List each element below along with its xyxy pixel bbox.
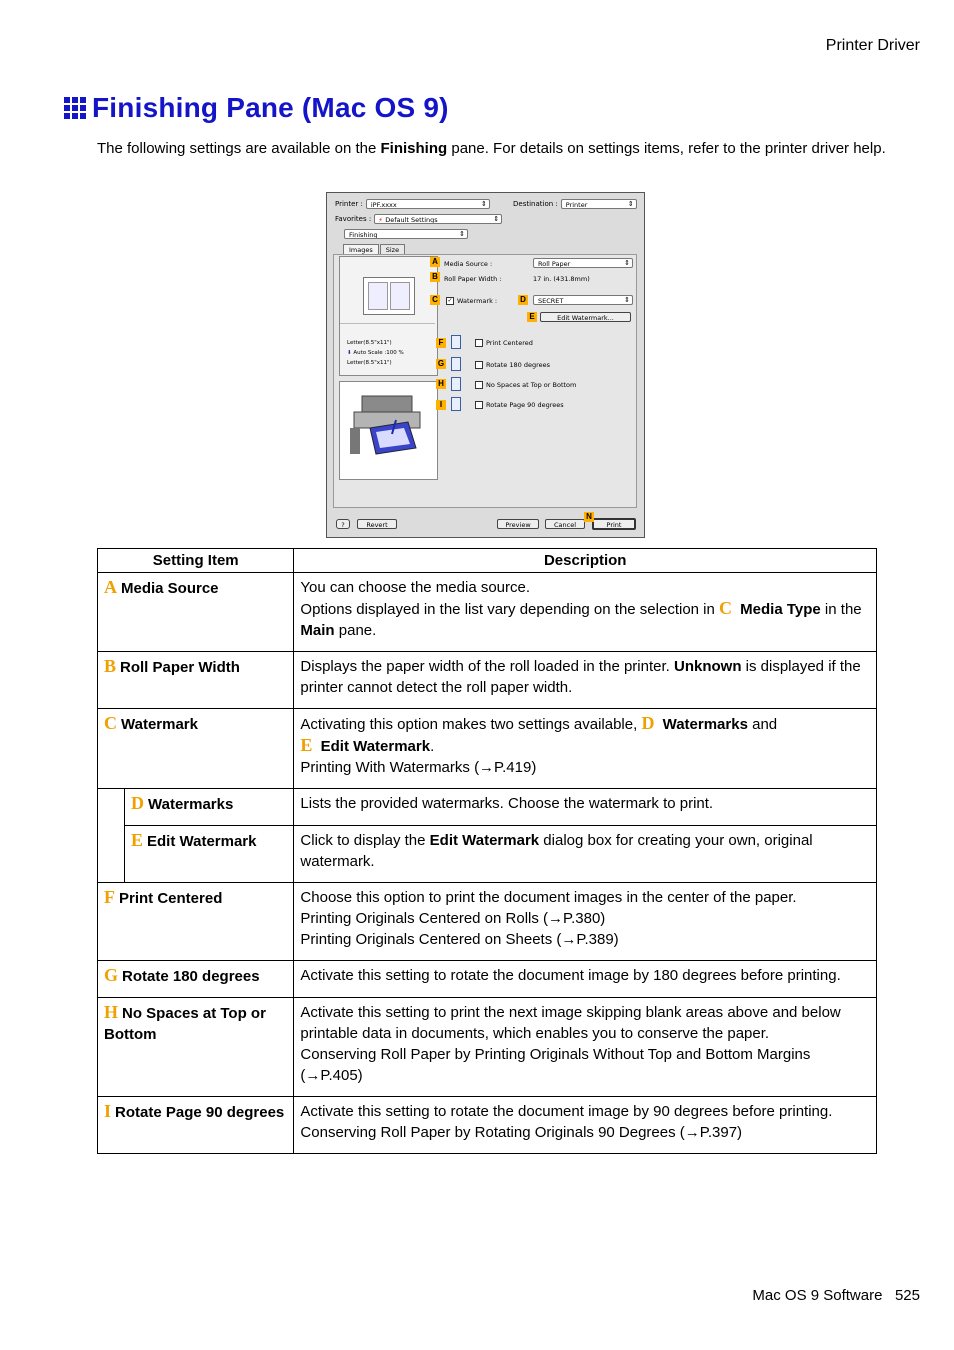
print-centered-label: Print Centered: [486, 339, 533, 347]
grid-icon: [64, 97, 86, 119]
indent-cell: [98, 789, 125, 883]
desc-text: Options displayed in the list vary depending on the selection in: [300, 601, 720, 618]
marker-i: I: [436, 400, 446, 410]
desc-text: dialog box for creating your own, original watermark.: [300, 832, 813, 870]
letter-marker: G: [104, 965, 119, 985]
printer-icon: [340, 382, 437, 479]
marker-g: G: [437, 359, 445, 368]
desc-text: Click to display the: [300, 832, 430, 849]
reference-link[interactable]: Printing With Watermarks (→P.419): [300, 759, 537, 776]
tab-images[interactable]: Images: [343, 244, 379, 255]
header-setting-item: Setting Item: [98, 549, 294, 573]
roll-width-label: Roll Paper Width :: [444, 275, 502, 283]
letter-marker: I: [104, 1101, 112, 1121]
table-row: [98, 961, 877, 998]
setting-name: Roll Paper Width: [120, 659, 240, 676]
setting-cell: [125, 789, 294, 826]
lightning-icon: ⚡: [378, 216, 383, 224]
description-line: [300, 735, 870, 757]
setting-name: No Spaces at Top or Bottom: [104, 1005, 266, 1043]
desc-text: and: [747, 716, 778, 733]
marker-d: D: [518, 295, 528, 305]
marker-c: C: [430, 295, 440, 305]
rotate-180-option[interactable]: [475, 361, 550, 369]
marker-a: A: [430, 257, 440, 267]
description-line: Choose this option to print the document images in the center of the paper.: [300, 889, 797, 906]
tab-size[interactable]: Size: [380, 244, 405, 255]
marker-n: N: [584, 512, 594, 522]
media-source-select[interactable]: Roll Paper ⇕: [533, 258, 633, 268]
setting-name: Rotate Page 90 degrees: [115, 1104, 285, 1121]
setting-cell: [98, 998, 294, 1097]
reference-link[interactable]: Conserving Roll Paper by Rotating Originals 90 Degrees (→P.397): [300, 1124, 743, 1141]
down-arrow-icon: ⬇: [347, 350, 352, 356]
rotate-90-icon: [451, 397, 461, 411]
description-line: [300, 598, 870, 641]
footer-section: Mac OS 9 Software: [752, 1287, 883, 1304]
setting-name: Edit Watermark: [147, 833, 257, 850]
header-description: Description: [294, 549, 877, 573]
desc-text: pane.: [334, 622, 377, 639]
description-cell: [294, 883, 877, 961]
watermark-label: Watermark :: [457, 297, 498, 305]
reference-link[interactable]: Conserving Roll Paper by Printing Originals Without Top and Bottom Margins (→P.405): [300, 1046, 811, 1084]
intro-text-1: The following settings are available on the: [97, 140, 381, 157]
table-row: [98, 883, 877, 961]
section-title: [64, 88, 449, 128]
no-spaces-label: No Spaces at Top or Bottom: [486, 381, 577, 389]
printer-label: Printer :: [335, 200, 363, 208]
setting-cell: [98, 883, 294, 961]
description-cell: [294, 826, 877, 883]
rotate-90-option[interactable]: [475, 401, 564, 409]
desc-text: is displayed if the printer cannot detect the roll paper width.: [300, 658, 861, 696]
page-title: Finishing Pane (Mac OS 9): [92, 92, 449, 123]
print-centered-option[interactable]: [475, 339, 533, 347]
printer-illustration: [339, 381, 438, 480]
description-cell: [294, 573, 877, 652]
destination-label: Destination :: [513, 200, 558, 208]
intro-bold: Finishing: [380, 140, 448, 157]
description-line: You can choose the media source.: [300, 579, 531, 596]
rotate-180-icon: [451, 357, 461, 371]
desc-text: Displays the paper width of the roll loaded in the printer.: [300, 658, 674, 675]
paper-info-2: [347, 348, 404, 358]
desc-text: .: [430, 738, 435, 755]
setting-cell: [98, 652, 294, 709]
table-row: [98, 1097, 877, 1154]
print-centered-icon: [451, 335, 461, 349]
description-cell: [294, 652, 877, 709]
description-cell: Activate this setting to rotate the document image by 180 degrees before printing.: [294, 961, 877, 998]
media-source-label: Media Source :: [444, 260, 493, 268]
checkbox-icon: [475, 401, 483, 409]
revert-button[interactable]: Revert: [357, 519, 397, 529]
description-cell: Lists the provided watermarks. Choose the watermark to print.: [294, 789, 877, 826]
table-row: [98, 789, 877, 826]
reference-link[interactable]: Printing Originals Centered on Rolls (→P.380): [300, 910, 606, 927]
watermark-select[interactable]: SECRET ⇕: [533, 295, 633, 305]
preview-button[interactable]: Preview: [497, 519, 539, 529]
watermark-checkbox[interactable]: [446, 297, 497, 305]
page-number: 525: [894, 1287, 920, 1304]
table-row: [98, 998, 877, 1097]
description-cell: [294, 709, 877, 789]
setting-cell: [98, 1097, 294, 1154]
print-button[interactable]: Print: [592, 518, 636, 530]
desc-bold: Edit Watermark: [429, 832, 540, 849]
checkmark-icon: ✓: [447, 297, 453, 304]
running-footer: [752, 1287, 920, 1304]
roll-width-value: 17 in. (431.8mm): [533, 275, 590, 283]
setting-cell: [98, 709, 294, 789]
intro-paragraph: [97, 137, 887, 160]
setting-name: Watermarks: [148, 796, 234, 813]
letter-marker: E: [131, 830, 144, 850]
letter-marker: F: [104, 887, 115, 907]
description-cell: [294, 1097, 877, 1154]
table-header-row: [98, 549, 877, 573]
table-row: [98, 573, 877, 652]
rotate-180-label: Rotate 180 degrees: [486, 361, 550, 369]
letter-marker: D: [131, 793, 144, 813]
rotate-90-label: Rotate Page 90 degrees: [486, 401, 564, 409]
setting-name: Media Source: [121, 580, 219, 597]
letter-marker: C: [104, 713, 117, 733]
description-line: [300, 713, 870, 735]
setting-name: Print Centered: [119, 890, 223, 907]
desc-bold: Unknown: [673, 658, 742, 675]
table-row: [98, 826, 877, 883]
setting-name: Watermark: [121, 716, 198, 733]
edit-watermark-button[interactable]: Edit Watermark...: [540, 312, 631, 322]
desc-bold: Edit Watermark: [316, 738, 431, 755]
desc-text: in the: [820, 601, 862, 618]
setting-cell: [98, 961, 294, 998]
description-line: Activate this setting to print the next image skipping blank areas above and below printable data in documents, which enables you to conserve the paper.: [300, 1004, 841, 1042]
favorites-label: Favorites :: [335, 215, 372, 223]
destination-select[interactable]: Printer ⇕: [561, 199, 637, 209]
no-spaces-icon: [451, 377, 461, 391]
table-row: [98, 652, 877, 709]
marker-b: B: [430, 272, 440, 282]
page-thumbnail: [363, 277, 415, 315]
table-row: [98, 709, 877, 789]
desc-bold: Media Type: [736, 601, 821, 618]
paper-info-1: Letter(8.5"x11"): [347, 340, 392, 346]
pane-select[interactable]: Finishing ⇕: [344, 229, 468, 239]
marker-f: F: [436, 338, 446, 348]
checkbox-icon: [475, 339, 483, 347]
setting-cell: [98, 573, 294, 652]
running-header: Printer Driver: [825, 37, 920, 54]
letter-marker: D: [641, 713, 655, 733]
description-cell: [294, 998, 877, 1097]
letter-marker: B: [104, 656, 117, 676]
letter-marker: A: [104, 577, 117, 597]
favorites-value: Default Settings: [385, 216, 438, 224]
no-spaces-option[interactable]: [475, 381, 576, 389]
reference-link[interactable]: Printing Originals Centered on Sheets (→P.389): [300, 931, 619, 948]
marker-h: H: [436, 379, 446, 389]
description-line: Activate this setting to rotate the document image by 90 degrees before printing.: [300, 1103, 833, 1120]
favorites-select[interactable]: [374, 214, 502, 224]
letter-marker: E: [300, 735, 313, 755]
checkbox-icon: [475, 381, 483, 389]
intro-text-2: pane. For details on settings items, refer to the printer driver help.: [447, 140, 886, 157]
paper-info-2-text: Auto Scale :100 %: [353, 350, 404, 356]
finishing-dialog-screenshot: [326, 192, 645, 538]
setting-name: Rotate 180 degrees: [122, 968, 260, 985]
letter-marker: C: [719, 598, 733, 618]
help-button[interactable]: ?: [336, 519, 350, 529]
paper-info-3: Letter(8.5"x11"): [347, 360, 392, 366]
setting-cell: [125, 826, 294, 883]
marker-e: E: [527, 312, 537, 322]
desc-bold: Main: [300, 622, 335, 639]
cancel-button[interactable]: Cancel: [545, 519, 585, 529]
checkbox-icon: [475, 361, 483, 369]
printer-select[interactable]: iPF.xxxx ⇕: [366, 199, 490, 209]
page-preview: [339, 256, 438, 376]
desc-text: Activating this option makes two settings available,: [300, 716, 642, 733]
desc-bold: Watermarks: [658, 716, 748, 733]
letter-marker: H: [104, 1002, 119, 1022]
settings-table: [97, 548, 877, 1154]
